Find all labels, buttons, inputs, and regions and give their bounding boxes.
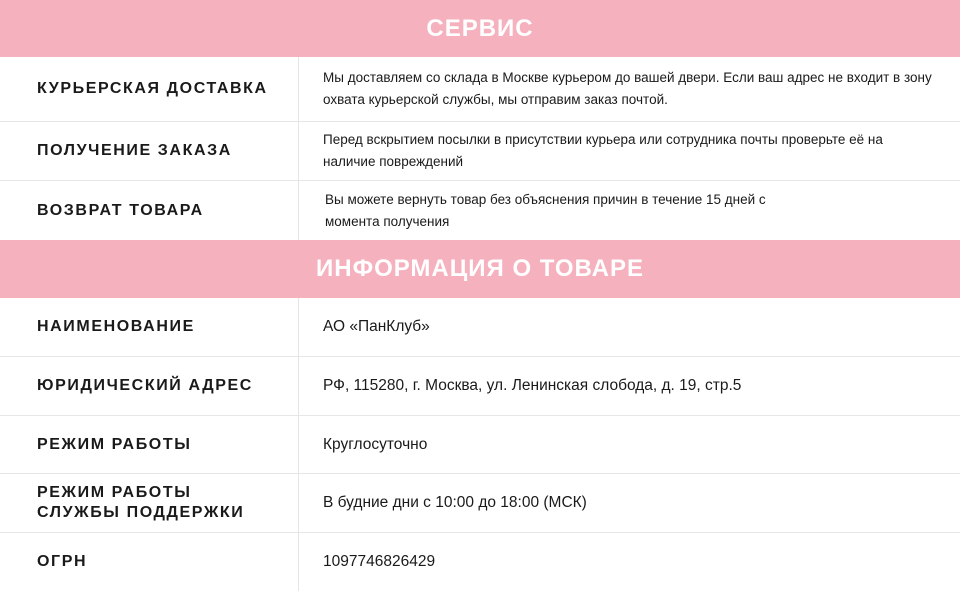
info-title: ИНФОРМАЦИЯ О ТОВАРЕ [316, 255, 644, 282]
row-label: НАИМЕНОВАНИЕ [0, 298, 299, 356]
service-row-return [0, 181, 960, 240]
info-row-hours [0, 416, 960, 474]
row-label-line1: РЕЖИМ РАБОТЫ [37, 484, 192, 501]
row-label [0, 474, 299, 532]
row-label: ОГРН [0, 533, 299, 591]
row-value: РФ, 115280, г. Москва, ул. Ленинская слобода, д. 19, стр.5 [323, 377, 742, 394]
row-value-text: Вы можете вернуть товар без объяснения причин в течение 15 дней с момента получения [325, 191, 766, 229]
row-value [299, 122, 960, 180]
service-header [0, 0, 960, 57]
row-value-text: Мы доставляем со склада в Москве курьером до вашей двери. Если ваш адрес не входит в зону охвата курьерской службы, мы отправим заказ почтой. [323, 70, 932, 107]
info-header [0, 240, 960, 298]
row-value [299, 57, 960, 121]
service-title: СЕРВИС [426, 14, 534, 42]
row-label-line2: СЛУЖБЫ ПОДДЕРЖКИ [37, 504, 245, 521]
info-row-ogrn [0, 533, 960, 591]
row-value: Круглосуточно [323, 435, 428, 453]
info-row-address [0, 357, 960, 416]
row-value: В будние дни с 10:00 до 18:00 (МСК) [323, 494, 587, 511]
info-row-support-hours [0, 474, 960, 533]
service-row-receiving [0, 122, 960, 181]
row-value [299, 181, 960, 240]
row-label: ЮРИДИЧЕСКИЙ АДРЕС [0, 357, 299, 415]
row-value-text: Перед вскрытием посылки в присутствии курьера или сотрудника почты проверьте её на наличие повреждений [323, 132, 883, 169]
row-label: КУРЬЕРСКАЯ ДОСТАВКА [0, 57, 299, 121]
service-row-delivery [0, 57, 960, 122]
row-label: ПОЛУЧЕНИЕ ЗАКАЗА [0, 122, 299, 180]
row-label: РЕЖИМ РАБОТЫ [0, 416, 299, 473]
info-row-name [0, 298, 960, 357]
row-value: АО «ПанКлуб» [323, 318, 430, 335]
row-label: ВОЗВРАТ ТОВАРА [0, 181, 299, 240]
row-value: 1097746826429 [323, 553, 436, 570]
